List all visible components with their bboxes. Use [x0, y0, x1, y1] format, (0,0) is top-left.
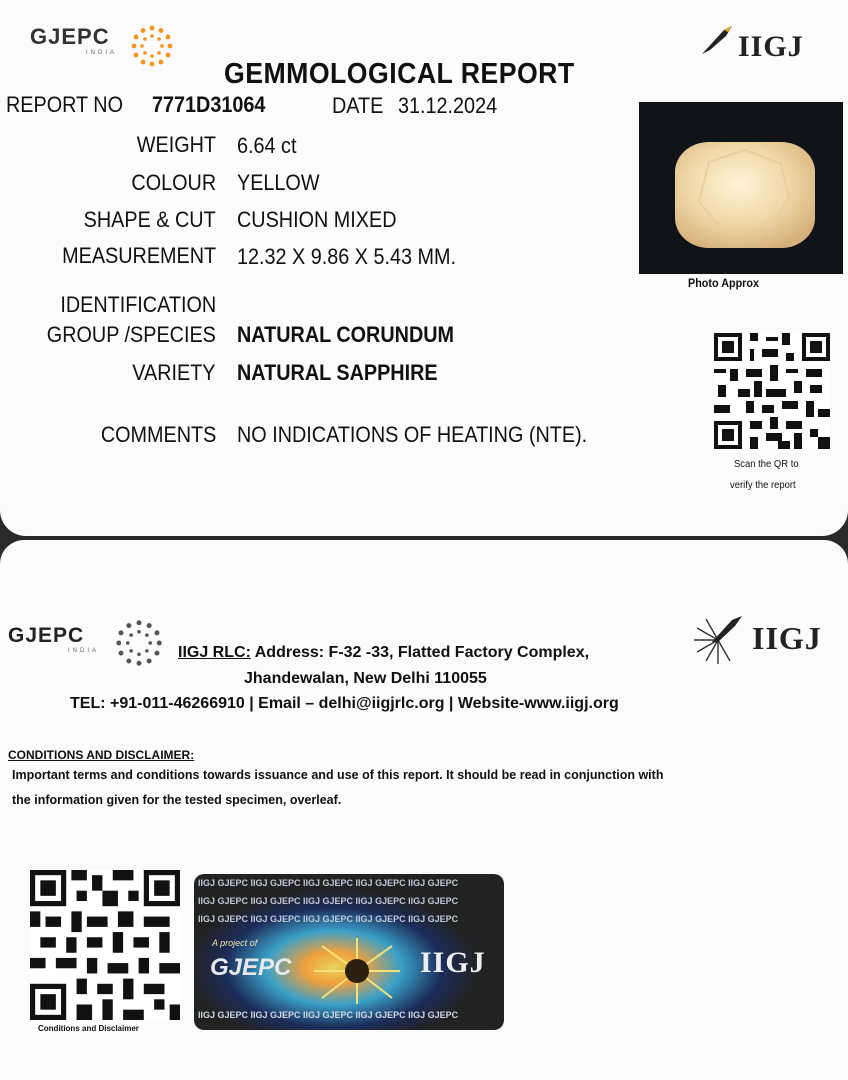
comments-label: COMMENTS: [100, 422, 216, 447]
conditions-line-1: Important terms and conditions towards issuance and use of this report. It should be read in conjunction with: [12, 768, 664, 782]
verify-qr-code[interactable]: [714, 333, 830, 449]
hologram-project-text: A project of: [212, 938, 258, 948]
iigj-logo-text: IIGJ: [738, 30, 804, 63]
shape-cut-label: SHAPE & CUT: [83, 207, 216, 232]
conditions-heading: CONDITIONS AND DISCLAIMER:: [8, 748, 195, 762]
hologram-strip-2: IIGJ GJEPC IIGJ GJEPC IIGJ GJEPC IIGJ GJEPC IIGJ GJEPC: [198, 896, 459, 906]
conditions-qr-code[interactable]: [30, 870, 180, 1020]
colour-label: COLOUR: [131, 170, 216, 195]
hologram-strip-top: IIGJ GJEPC IIGJ GJEPC IIGJ GJEPC IIGJ GJEPC IIGJ GJEPC: [198, 878, 459, 888]
security-hologram: [194, 874, 504, 1030]
measurement-label: MEASUREMENT: [61, 243, 216, 268]
weight-label: WEIGHT: [136, 132, 216, 157]
conditions-line-2: the information given for the tested specimen, overleaf.: [12, 793, 342, 807]
qr-caption-line-2: verify the report: [730, 479, 796, 491]
hologram-iigj-text: IIGJ: [420, 946, 486, 979]
back-gjepc-logo: [8, 624, 99, 654]
comments-value: NO INDICATIONS OF HEATING (NTE).: [237, 422, 588, 447]
hologram-strip-bottom: IIGJ GJEPC IIGJ GJEPC IIGJ GJEPC IIGJ GJEPC IIGJ GJEPC: [198, 1010, 459, 1020]
measurement-value: 12.32 X 9.86 X 5.43 MM.: [237, 244, 457, 269]
group-species-label: GROUP /SPECIES: [46, 322, 216, 347]
report-no-value: 7771D31064: [152, 92, 266, 117]
identification-label: IDENTIFICATION: [60, 292, 216, 317]
address-text-1: Address: F-32 -33, Flatted Factory Complex,: [250, 644, 590, 661]
back-iigj-bird-icon: [690, 612, 746, 668]
date-value: 31.12.2024: [398, 93, 498, 118]
gjepc-logo-text: GJEPC: [30, 24, 110, 49]
contact-line: TEL: +91-011-46266910 | Email – delhi@iigjrlc.org | Website-www.iigj.org: [70, 695, 619, 712]
gjepc-logo-sub: INDIA: [86, 50, 118, 56]
back-gjepc-logo-sub: INDIA: [68, 648, 100, 654]
gjepc-sunburst-icon: [128, 22, 176, 70]
photo-caption: Photo Approx: [688, 276, 760, 290]
qr-caption-line-1: Scan the QR to: [734, 458, 799, 470]
variety-label: VARIETY: [132, 360, 216, 385]
gem-photo: [639, 102, 843, 274]
address-label: IIGJ RLC:: [178, 644, 251, 661]
hologram-starburst-icon: [312, 936, 402, 1006]
weight-value: 6.64 ct: [237, 133, 297, 158]
report-front-card: [0, 0, 848, 536]
report-no-label: REPORT NO: [6, 92, 123, 117]
iigj-bird-icon: [698, 24, 736, 60]
variety-value: NATURAL SAPPHIRE: [237, 360, 438, 385]
back-gjepc-logo-text: GJEPC: [8, 624, 85, 647]
report-back-card: [0, 540, 848, 1080]
group-species-value: NATURAL CORUNDUM: [237, 322, 455, 347]
report-title: GEMMOLOGICAL REPORT: [224, 58, 575, 90]
hologram-strip-3: IIGJ GJEPC IIGJ GJEPC IIGJ GJEPC IIGJ GJEPC IIGJ GJEPC: [198, 914, 459, 924]
shape-cut-value: CUSHION MIXED: [237, 207, 397, 232]
address-line-2: Jhandewalan, New Delhi 110055: [244, 670, 487, 687]
cushion-gem-icon: [639, 102, 843, 274]
hologram-gjepc-text: GJEPC: [210, 954, 292, 981]
colour-value: YELLOW: [237, 170, 320, 195]
back-iigj-logo-text: IIGJ: [752, 620, 822, 656]
address-line-1: [178, 644, 589, 662]
gjepc-logo: [30, 24, 117, 56]
date-label: DATE: [332, 93, 384, 118]
back-gjepc-sunburst-icon: [112, 616, 166, 670]
conditions-qr-caption: Conditions and Disclaimer: [38, 1024, 139, 1033]
